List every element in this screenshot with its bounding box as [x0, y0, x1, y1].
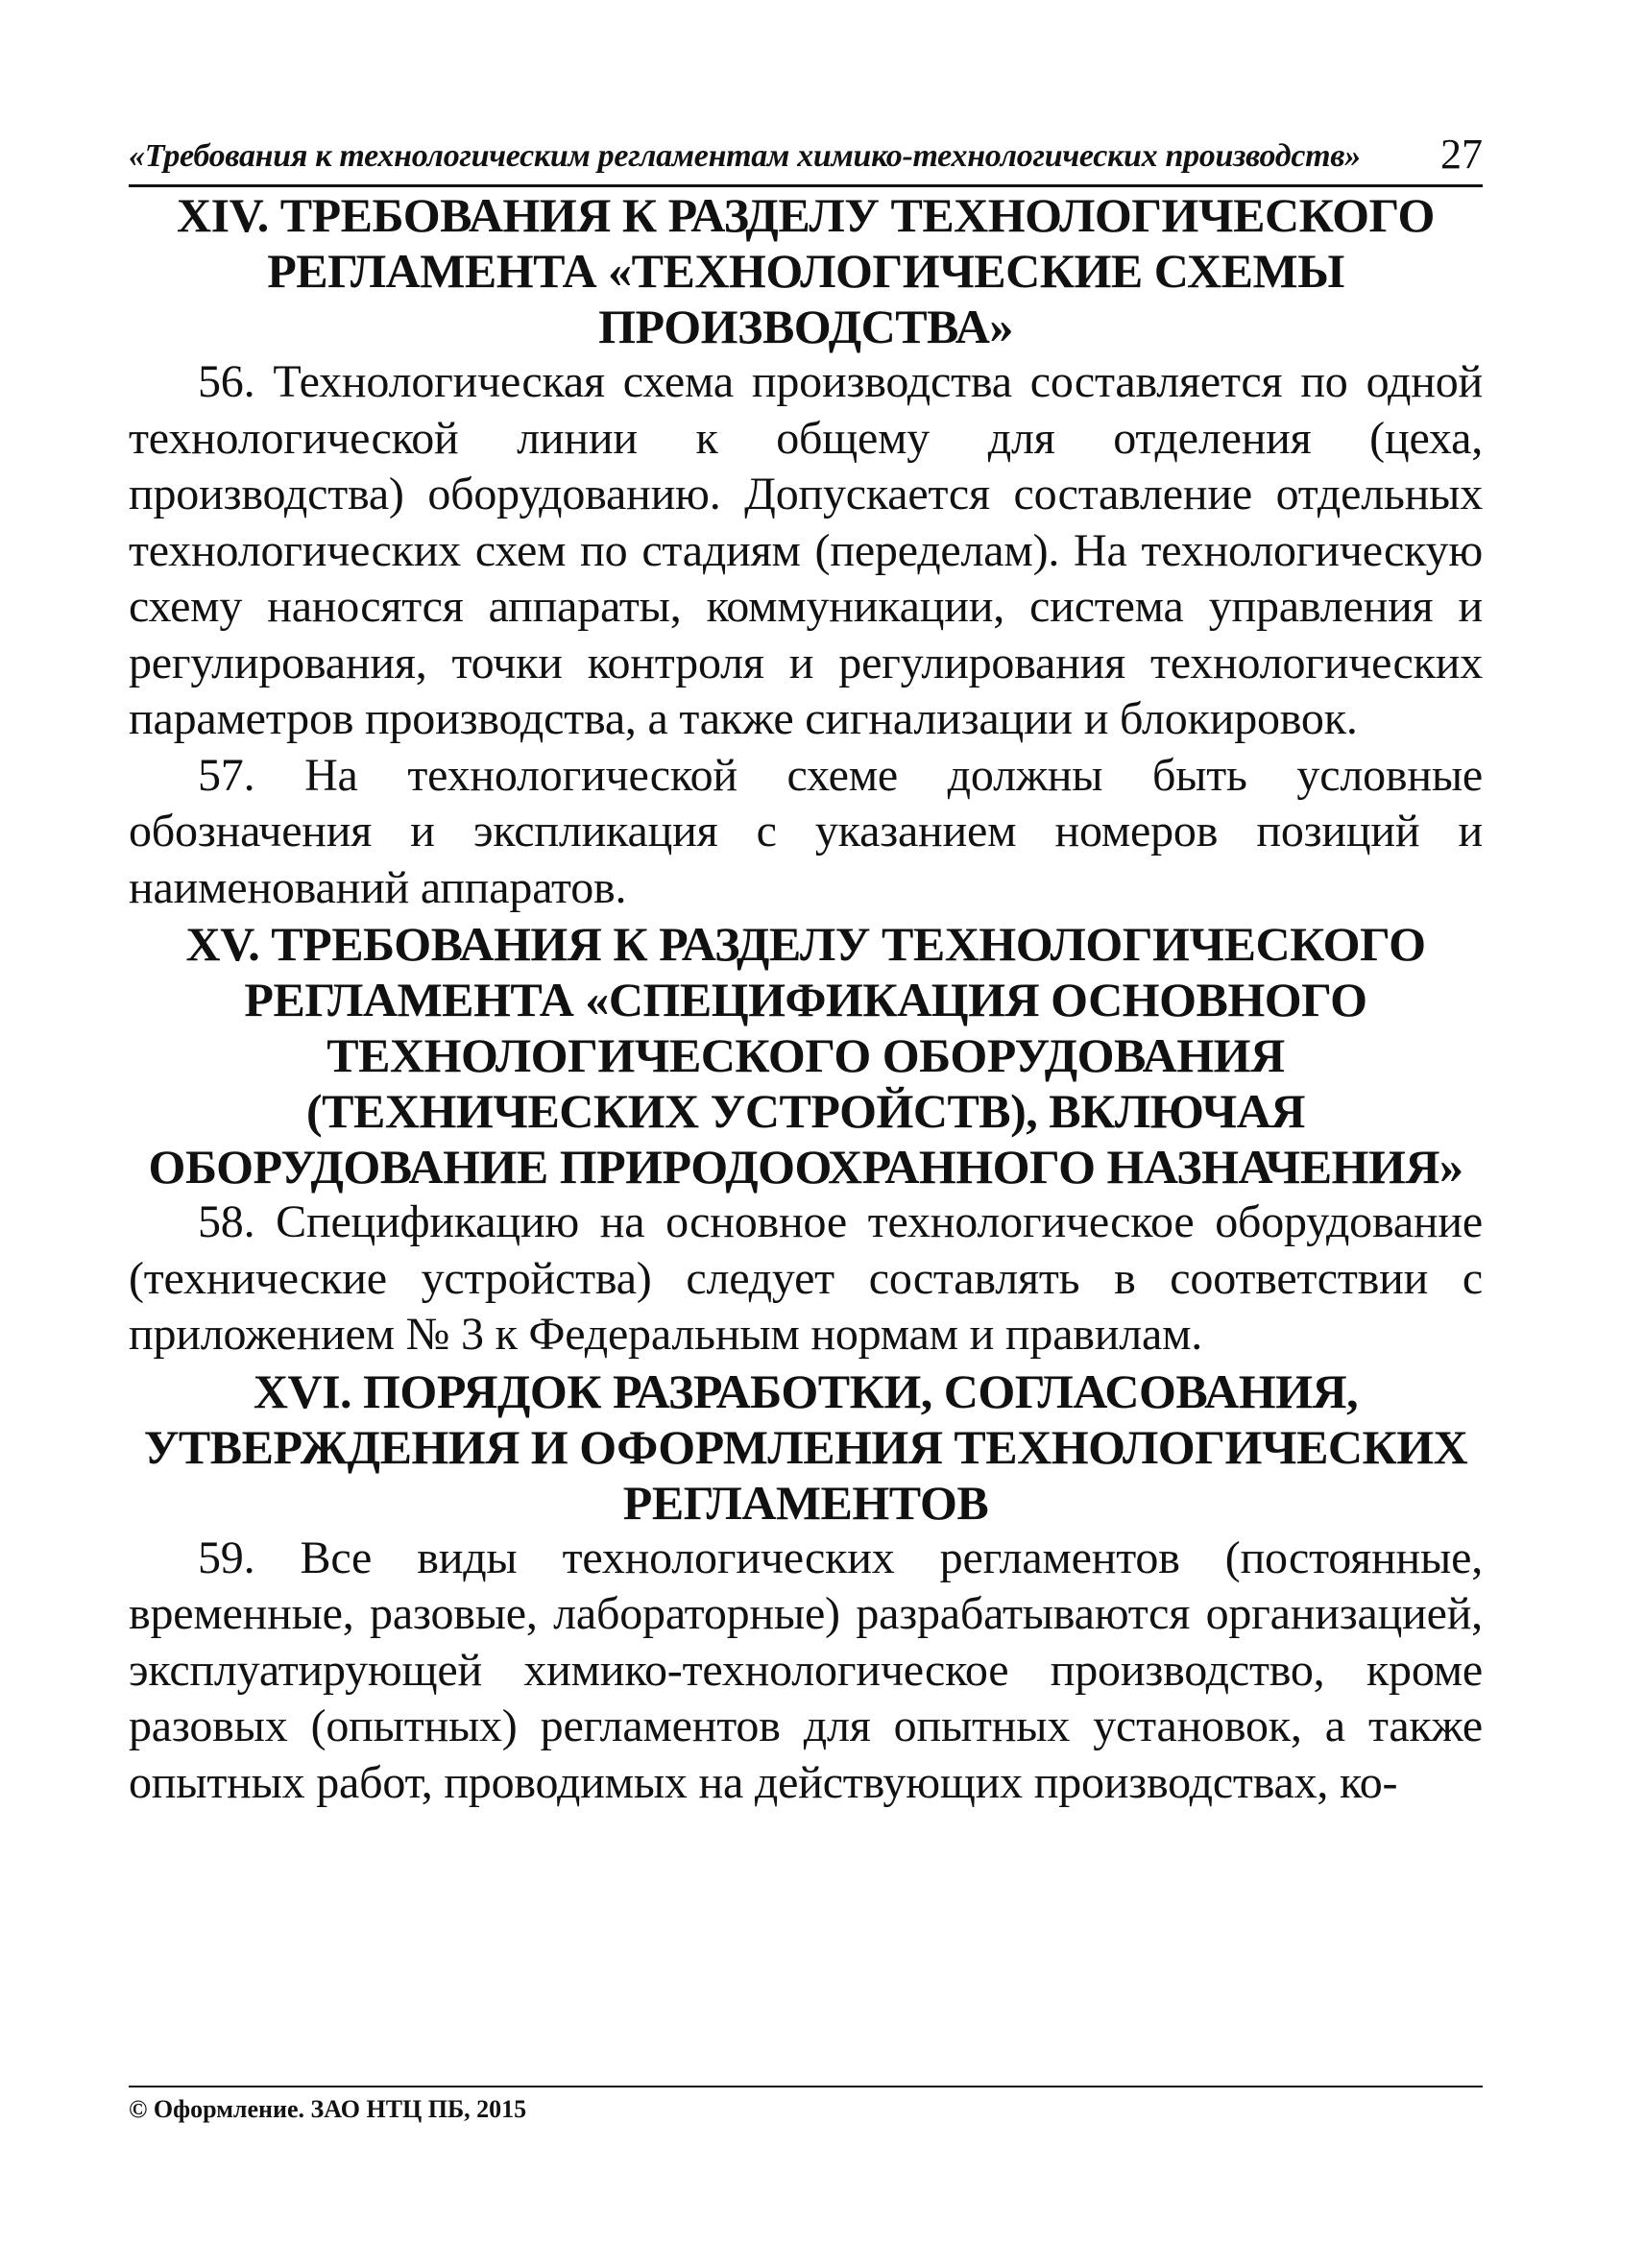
paragraph-56: 56. Технологическая схема производства составляется по одной технологической линии к общему для отделения (цеха, производства) оборудованию. Допускается составление отдельных технологических схем по стадиям (переделам). На технологическую схему наносятся аппараты, коммуникации, система управления и регулирования, точки контроля и регулирования технологических параметров производства, а также сигнализации и блокировок.: [129, 356, 1483, 744]
section-heading-xiv: XIV. ТРЕБОВАНИЯ К РАЗДЕЛУ ТЕХНОЛОГИЧЕСКОГО РЕГЛАМЕНТА «ТЕХНОЛОГИЧЕСКИЕ СХЕМЫ ПРОИЗВОДСТВА»: [177, 188, 1435, 353]
section-heading-xv: XV. ТРЕБОВАНИЯ К РАЗДЕЛУ ТЕХНОЛОГИЧЕСКОГО РЕГЛАМЕНТА «СПЕЦИФИКАЦИЯ ОСНОВНОГО ТЕХНОЛОГИЧЕСКОГО ОБОРУДОВАНИЯ (ТЕХНИЧЕСКИХ УСТРОЙСТВ), ВКЛЮЧАЯ ОБОРУДОВАНИЕ ПРИРОДООХРАННОГО НАЗНАЧЕНИЯ»: [148, 917, 1463, 1194]
page-footer: [129, 2086, 1483, 2124]
document-page: [129, 115, 1483, 2180]
section-heading-xvi: XVI. ПОРЯДОК РАЗРАБОТКИ, СОГЛАСОВАНИЯ, УТВЕРЖДЕНИЯ И ОФОРМЛЕНИЯ ТЕХНОЛОГИЧЕСКИХ РЕГЛАМЕНТОВ: [143, 1363, 1468, 1530]
page-number: 27: [1440, 131, 1483, 178]
running-header: [129, 115, 1483, 187]
paragraph-58: 58. Спецификацию на основное технологическое оборудование (технические устройства) следует составлять в соответствии с приложением № 3 к Федеральным нормам и правилам.: [129, 1196, 1483, 1360]
paragraph-57: 57. На технологической схеме должны быть условные обозначения и экспликация с указанием номеров позиций и наименований аппаратов.: [129, 749, 1483, 913]
running-header-title: «Требования к технологическим регламентам химико-технологических производств»: [129, 138, 1361, 174]
copyright-notice: © Оформление. ЗАО НТЦ ПБ, 2015: [129, 2095, 527, 2123]
paragraph-59: 59. Все виды технологических регламентов (постоянные, временные, разовые, лабораторные) разрабатываются организацией, эксплуатирующей химико-технологическое производство, кроме разовых (опытных) регламентов для опытных установок, а также опытных работ, проводимых на действующих производствах, ко-: [129, 1532, 1483, 1808]
